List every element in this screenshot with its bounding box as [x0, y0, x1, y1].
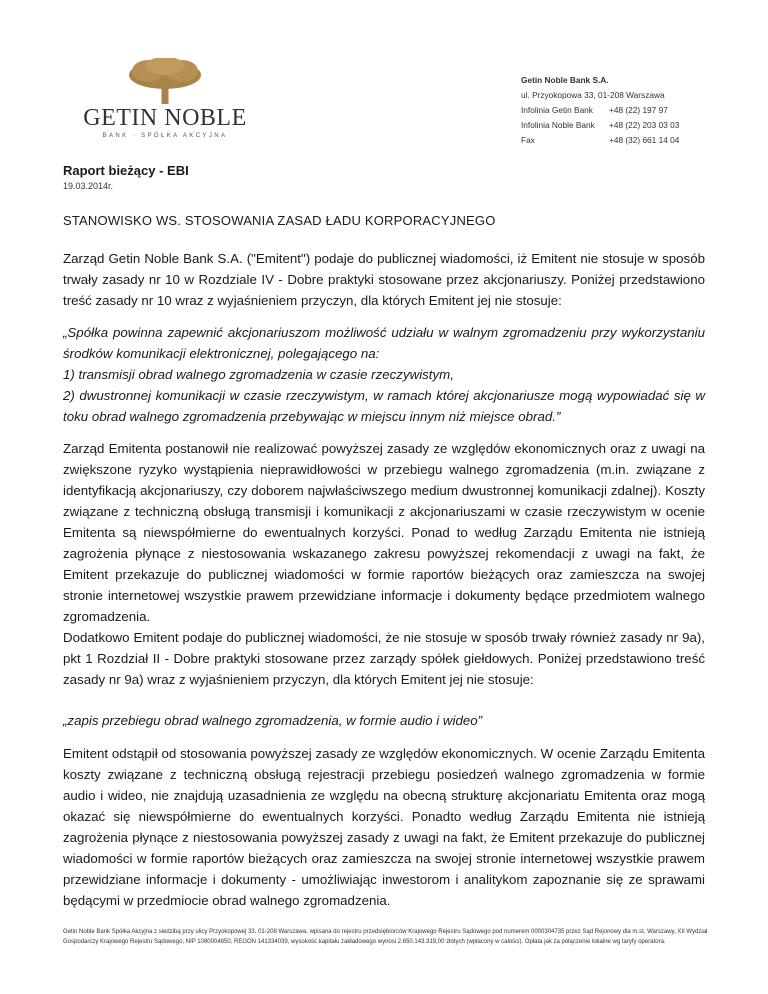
contact-value: +48 (32) 661 14 04: [609, 135, 680, 145]
contact-line: [521, 133, 679, 148]
paragraph-intro: Zarząd Getin Noble Bank S.A. ("Emitent") podaje do publicznej wiadomości, iż Emitent nie stosuje w sposób trwały zasady nr 10 w Rozdziale IV - Dobre praktyki stosowane przez akcjonariuszy. Poniżej przedstawiono treść zasady nr 10 wraz z wyjaśnieniem przyczyn, dla których Emitent jej nie stosuje:: [63, 251, 705, 308]
legal-footer: Getin Noble Bank Spółka Akcyjna z siedzibą przy ulicy Przyokopowej 33, 01-208 Warszawa, wpisana do rejestru przedsiębiorców Krajowego Rejestru Sądowego pod numerem 0000304735 przez Sąd Rejonowy dla m.st. Warszawy, XII Wydział Gospodarczy Krajowego Rejestru Sądowego, NIP 1080004850, REGON 141334039, wysokość kapitału zakładowego wynosi 2.650.143.319,00 złotych (wpłacony w całości). Opłata jak za połączenie lokalne wg taryfy operatora.: [63, 929, 708, 945]
bank-logo: [70, 58, 260, 140]
quote-rule-10: [63, 322, 705, 427]
quote-rule-9a: „zapis przebiegu obrad walnego zgromadzenia, w formie audio i wideo”: [63, 713, 483, 728]
brand-subtitle: BANK · SPÓŁKA AKCYJNA: [102, 133, 228, 139]
document-heading: STANOWISKO WS. STOSOWANIA ZASAD ŁADU KORPORACYJNEGO: [63, 213, 496, 228]
brand-name: GETIN NOBLE: [83, 105, 247, 131]
report-title: Raport bieżący - EBI: [63, 163, 189, 178]
contact-label: Fax: [521, 135, 535, 145]
contact-address: ul. Przyokopowa 33, 01-208 Warszawa: [521, 90, 665, 100]
contact-label: Infolinia Getin Bank: [521, 105, 593, 115]
quote-line: 1) transmisji obrad walnego zgromadzenia w czasie rzeczywistym,: [63, 367, 454, 382]
paragraph-conclusion: Emitent odstąpił od stosowania powyższej zasady ze względów ekonomicznych. W ocenie Zarządu Emitenta koszty związane z techniczną obsługą rejestracji przebiegu posiedzeń walnego zgromadzenia w formie audio i wideo, nie znajdują uzasadnienia ze względu na obecną strukturę akcjonariatu Emitenta oraz mogą okazać się niewspółmierne do ewentualnych korzyści. Ponadto według Zarządu Emitenta nie istnieją zagrożenia płynące z niestosowania powyższej zasady z uwagi na fakt, że Emitent przekazuje do publicznej wiadomości w formie raportów bieżących oraz zamieszcza na swojej stronie internetowej wszystkie prawem przewidziane informacje i dokumenty - umożliwiając inwestorom i analitykom zapoznanie się ze sprawami będącymi w przedmiocie obrad walnego zgromadzenia.: [63, 746, 705, 908]
paragraph-decision: Zarząd Emitenta postanowił nie realizować powyższej zasady ze względów ekonomicznych oraz z uwagi na zwiększone ryzyko wystąpienia nieprawidłowości w przebiegu walnego zgromadzenia (m.in. związane z identyfikacją akcjonariuszy, czy doborem najwłaściwszego medium dwustronnej komunikacji zdalnej). Koszty związane z techniczną obsługą transmisji i komunikacji z akcjonariuszami w czasie rzeczywistym w ocenie Emitenta są niewspółmierne do ewentualnych korzyści. Ponad to według Zarządu Emitenta nie istnieją zagrożenia płynące z niestosowania wskazanego zakresu powyższej rekomendacji z uwagi na fakt, że Emitent przekazuje do publicznej wiadomości w formie raportów bieżących oraz zamieszcza na swojej stronie internetowej wszystkie prawem przewidziane informacje i dokumenty będące przedmiotem walnego zgromadzenia.: [63, 441, 705, 624]
contact-line: [521, 118, 679, 133]
contact-value: +48 (22) 203 03 03: [609, 120, 680, 130]
contact-label: Infolinia Noble Bank: [521, 120, 595, 130]
paragraph-additional: Dodatkowo Emitent podaje do publicznej wiadomości, że nie stosuje w sposób trwały również zasady nr 9a), pkt 1 Rozdział II - Dobre praktyki stosowane przez zarządy spółek giełdowych. Poniżej przedstawiono treść zasady nr 9a) wraz z wyjaśnieniem przyczyn, dla których Emitent jej nie stosuje:: [63, 630, 705, 687]
quote-line: 2) dwustronnej komunikacji w czasie rzeczywistym, w ramach której akcjonariusze mogą wypowiadać się w toku obrad walnego zgromadzenia przebywając w miejscu innym niż miejsce obrad.”: [63, 388, 705, 424]
contact-line: [521, 103, 679, 118]
report-date: 19.03.2014r.: [63, 181, 114, 191]
contact-block: [521, 73, 679, 148]
contact-company: Getin Noble Bank S.A.: [521, 75, 609, 85]
quote-line: „Spółka powinna zapewnić akcjonariuszom możliwość udziału w walnym zgromadzeniu przy wykorzystaniu środków komunikacji elektronicznej, polegającego na:: [63, 325, 705, 361]
tree-icon: [126, 58, 204, 104]
contact-value: +48 (22) 197 97: [609, 105, 668, 115]
